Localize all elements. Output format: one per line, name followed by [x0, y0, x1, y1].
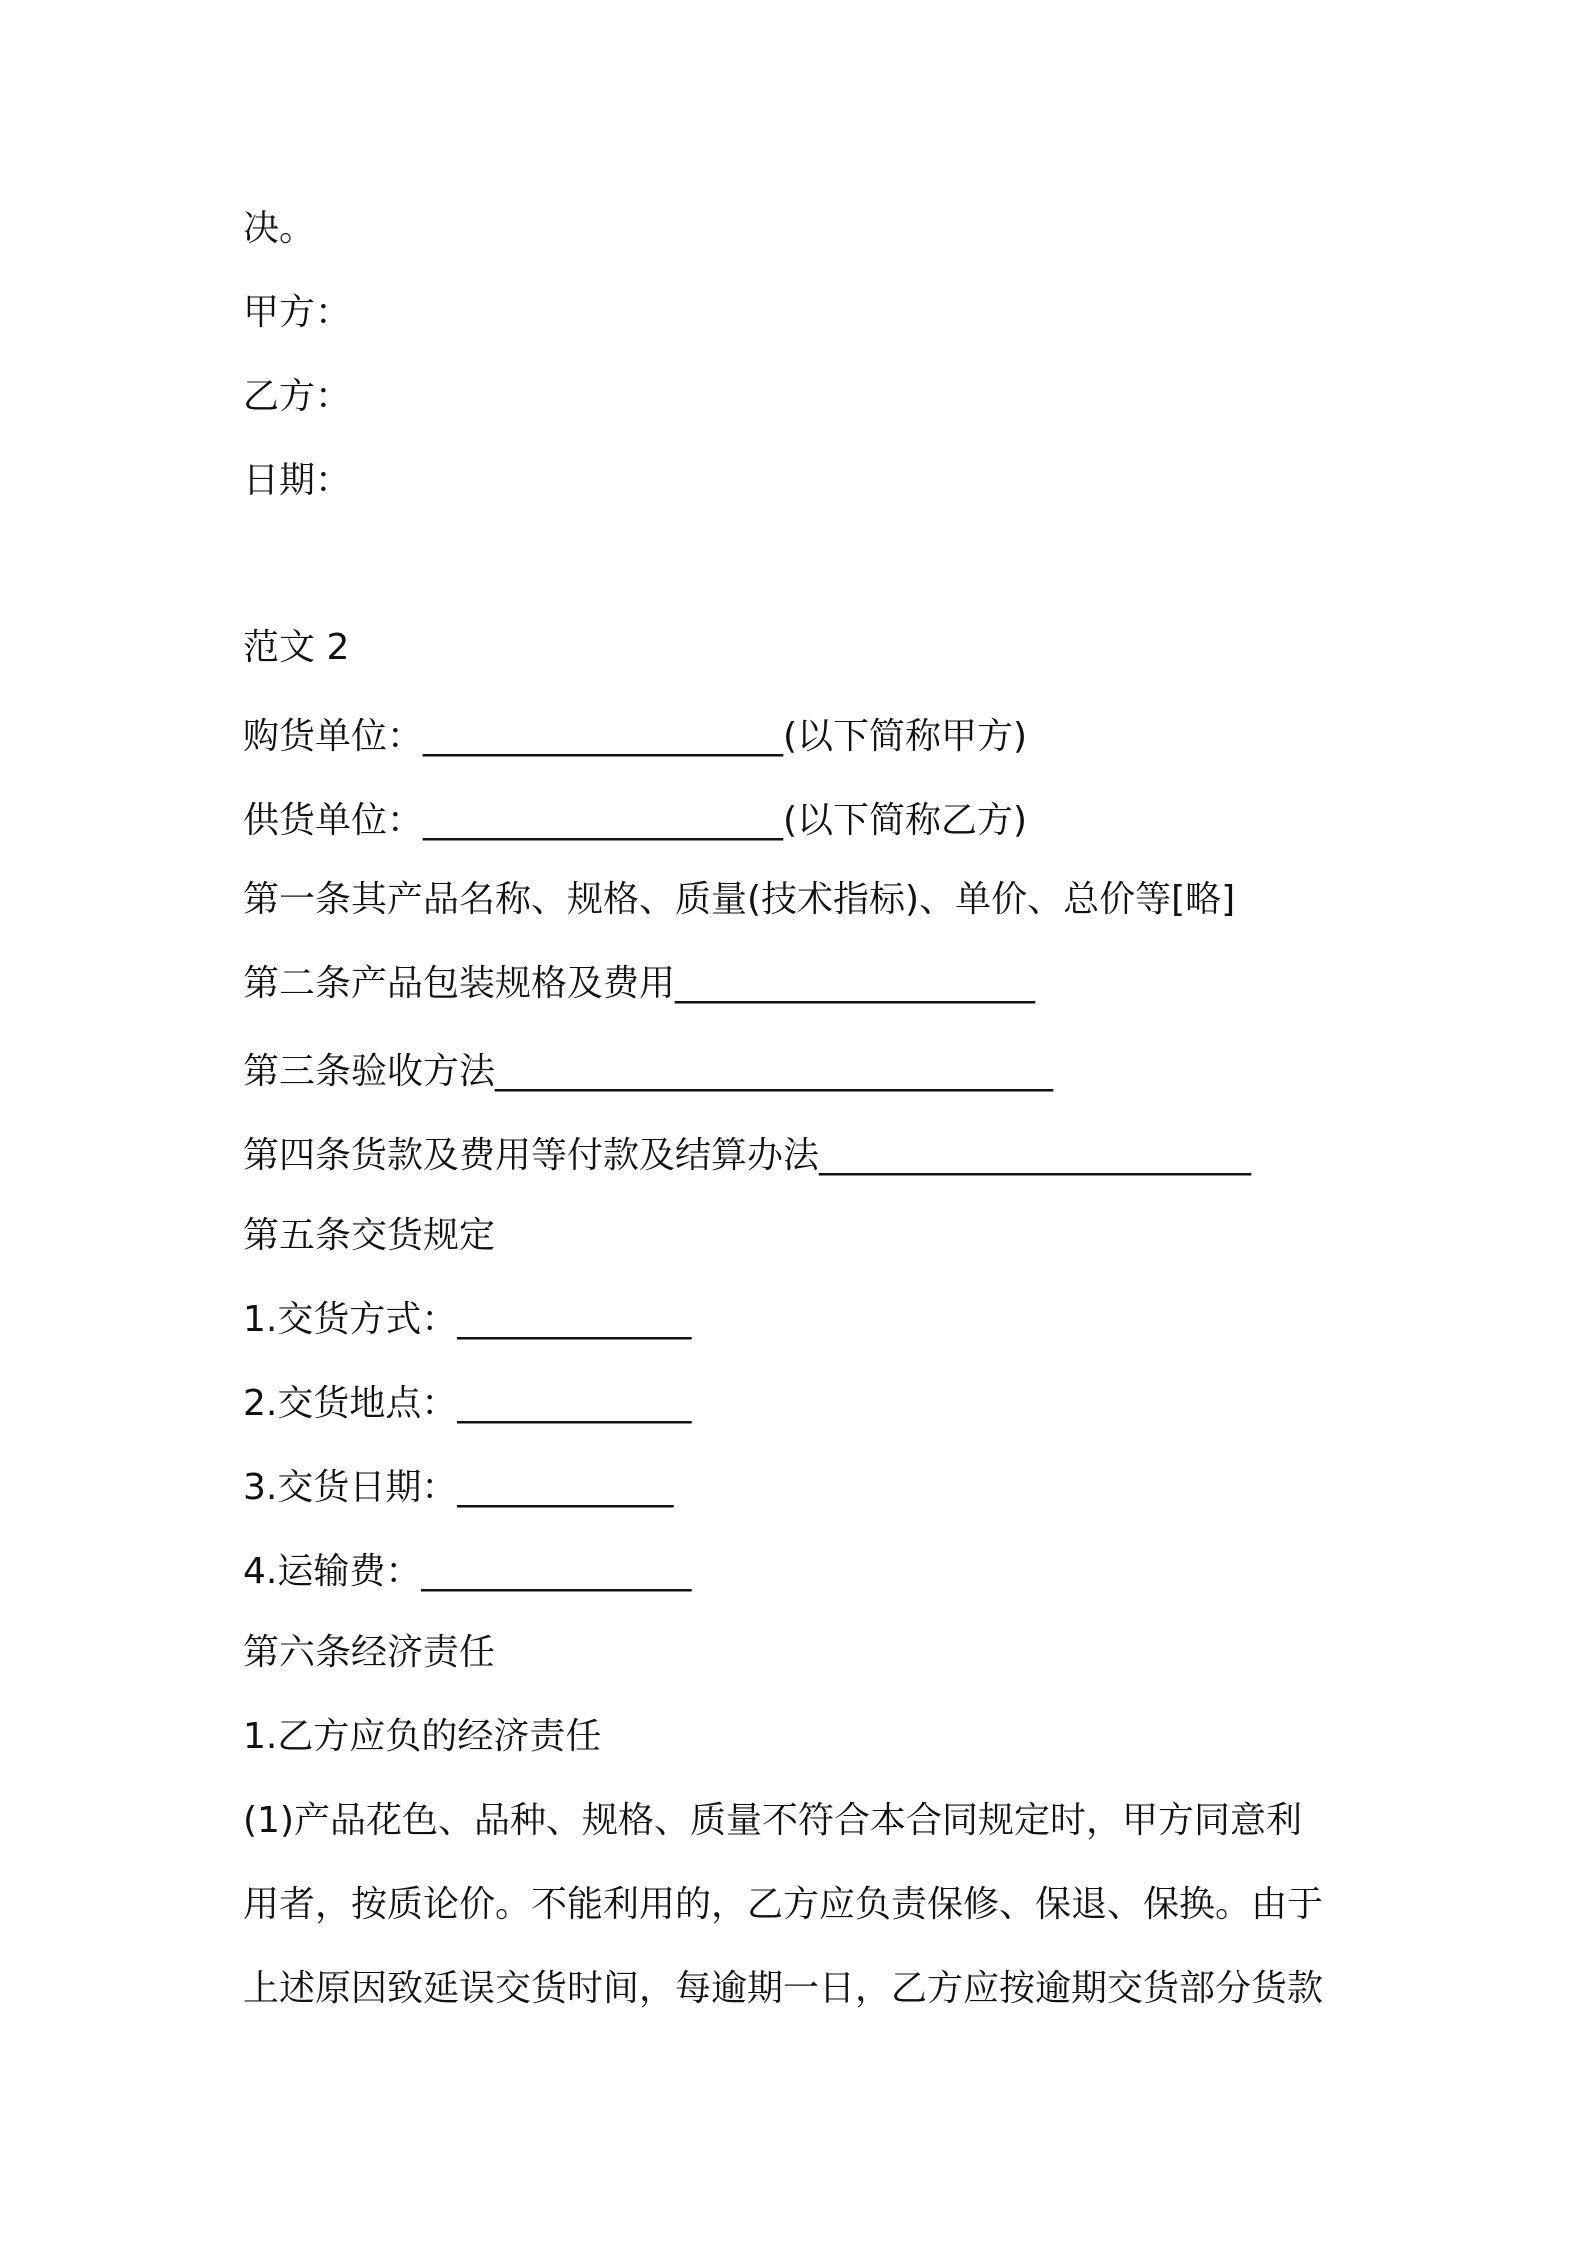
delivery-date: 3.交货日期：____________: [243, 1467, 674, 1508]
article-2: 第二条产品包装规格及费用____________________: [243, 963, 1036, 1004]
article-5: 第五条交货规定: [243, 1215, 496, 1256]
article-4: 第四条货款及费用等付款及结算办法________________________: [243, 1135, 1252, 1176]
paragraph-line-3: 上述原因致延误交货时间，每逾期一日，乙方应按逾期交货部分货款: [243, 1968, 1324, 2009]
section-title-sample-2: 范文 2: [243, 627, 350, 668]
delivery-place: 2.交货地点：_____________: [243, 1383, 692, 1424]
article-6: 第六条经济责任: [243, 1632, 496, 1673]
supplier-line: 供货单位：____________________(以下简称乙方): [243, 800, 1028, 841]
article-3: 第三条验收方法_______________________________: [243, 1051, 1054, 1092]
transport-fee: 4.运输费：_______________: [243, 1551, 692, 1592]
party-a-label: 甲方：: [243, 292, 352, 333]
article-1: 第一条其产品名称、规格、质量(技术指标)、单价、总价等[略]: [243, 879, 1236, 920]
delivery-method: 1.交货方式：_____________: [243, 1299, 692, 1340]
party-b-liability-heading: 1.乙方应负的经济责任: [243, 1716, 602, 1757]
paragraph-line-2: 用者，按质论价。不能利用的，乙方应负责保修、保退、保换。由于: [243, 1884, 1324, 1925]
party-b-label: 乙方：: [243, 376, 352, 417]
text-line-jue: 决。: [243, 208, 316, 249]
buyer-line: 购货单位：____________________(以下简称甲方): [243, 716, 1028, 757]
date-label: 日期：: [243, 460, 352, 501]
paragraph-line-1: (1)产品花色、品种、规格、质量不符合本合同规定时，甲方同意利: [243, 1800, 1302, 1841]
